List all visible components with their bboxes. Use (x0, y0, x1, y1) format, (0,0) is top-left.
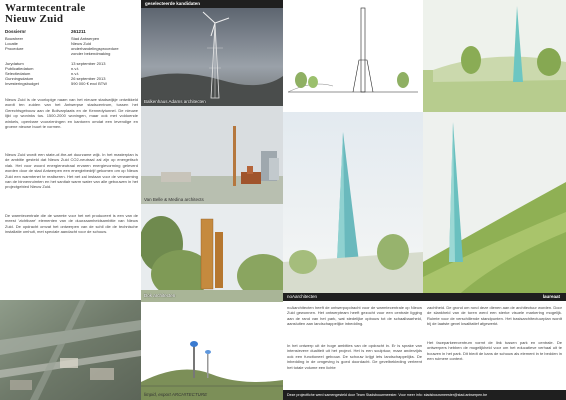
candidate-caption-4: limpid, export ARCHITECTURE (144, 392, 208, 397)
candidate-caption-2: Van Belle & Medina architects (144, 197, 204, 202)
intro-paragraph: Nieuw Zuid is de voorlopige naam van het nieuwe stadswijkje ontwikkeld wordt ten zuiden van het Antwerpse stadscentrum, tussen het Gerechtsgebouw aan de Bolivarplaats en de Kennedytunnel. De nieuwe lijkt op woninks tus. 1500-2000 woningen, maar ook met voldoende winkels, openbare voorzieningen en kantoren omdat een levendige en groene nieuwe buurt te vormen. (5, 97, 138, 130)
laureate-text-col2b: Het faceparkeercentrum vormt de link tussen park en centrale. De ontwerpers hebben de mogelijkheid voor om het educatieve verhaal uit te bouwen in het park. Dit biedt de kans de schouw als element in te bedden in een ruimere context. (427, 340, 562, 362)
candidate-photo-3 (141, 204, 283, 302)
perspective-tower-illustration (283, 112, 423, 300)
laureate-bar (283, 293, 566, 301)
laureate-label: laureaat (542, 294, 560, 299)
laureate-caption: noAarchitecten (287, 294, 318, 299)
candidate-photo-1 (141, 8, 283, 106)
candidate-photo-2 (141, 106, 283, 204)
laureate-render-2 (283, 112, 423, 300)
dossier-value: 261211 (71, 29, 86, 34)
laureate-render-3 (423, 112, 566, 300)
laureate-render-1 (423, 0, 566, 112)
chimney-city-illustration (141, 106, 283, 204)
assignment-paragraph: De warmtecentrale die de warmte voor het net produceert is een van de meest 'zichtbare' elementen van de duurzaamheidsambitie van Nieuw Zuid. De opdracht omvat het ontwerpen van de schil die de technische installatie omhult, met speciale aandacht voor de schouw. (5, 213, 138, 235)
laureate-text-col2: zachtheid. De grond om rond deze dienen aan de architectuur worden. Door de slankheid van de toren werd een sterke visuele markering mogelijk. Ruimte voor de verschillende standpunten. Het basisarchitectuurplan wordt bij de laatste gevel kwalitatief afgewerkt. (427, 305, 562, 327)
laureate-section-drawing (283, 0, 423, 112)
dossier-label: Dossiernr (5, 29, 27, 34)
footer-bar: Deze projectfiche werd samengesteld door Team Stadsbouwmeester. Voor meer info: stadsbouwmeester@stad.antwerpen.be (283, 390, 566, 400)
title-line-1: Warmtecentrale (5, 2, 86, 14)
candidate-caption-3: Dok architecten (144, 293, 176, 298)
aerial-photo (0, 300, 141, 400)
section-line-illustration (283, 0, 423, 112)
sustainability-paragraph: Nieuw Zuid wordt een state-of-the-art duurzame wijk. In het masterplan is de ambitie gesteld dat Nieuw Zuid CO2-neutraal zal zijn op energetisch vlak. Het voor woord energieneutraal ervaren energievorming geleverd worden door de stad Antwerpen een energiebedrijf gekomen om op Nieuw Zuid een warmtenet te realiseren. Het net zal instaan voor de verwarming van de binnenruimten en het sanitair warm water van alle gebouwen in het projectgebied Nieuw Zuid. (5, 152, 138, 190)
aerial-illustration (0, 300, 141, 400)
section-header: geselecteerde kandidaten (141, 0, 283, 8)
landscape-tower-illustration (423, 112, 566, 300)
section-drawing-illustration (141, 302, 283, 400)
green-tower-illustration (423, 0, 566, 112)
candidate-caption-1: Balkenhaus Adams architecten (144, 99, 206, 104)
page-title (5, 3, 139, 25)
title-line-2: Nieuw Zuid (5, 13, 64, 25)
laureate-text-col1b: In het ontwerp uit de hoge ambities van de opdracht in. Er is sprake van intensievere dualiteit uit het project. Het is een sculptuur, maar anderzijds ook een functioneel gebouw. De schouw krijgt iets landschappelijks. De inbedding in de omgeving is goed doordacht. De gevelbekleding verleent het totale volume een lichte (287, 343, 422, 370)
turbine-illustration (141, 8, 283, 106)
candidate-photo-4 (141, 302, 283, 400)
tower-render-illustration (141, 204, 283, 302)
laureate-text-col1: noAarchitecten heeft de ontwerpopdracht voor de warmtecentrale op Nieuw Zuid gewonnen. Het ontwerpteam heeft gezocht voor een centrale ligging aan de rand van het park, wat stedelijke opbouw tot de schaalbaarheid, aansluiten aan landschappelijke inbedding. (287, 305, 422, 327)
